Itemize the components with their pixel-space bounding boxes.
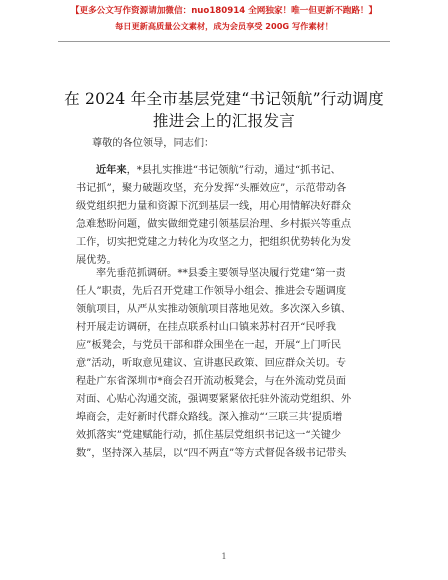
paragraph-line: 急难愁盼问题，做实做细党建引领基层治理、乡村振兴等重点 xyxy=(76,219,352,230)
paragraph-1 xyxy=(76,161,374,270)
paragraph-line: 级党组织把力量和资源下沉到基层一线，用心用情解决好群众 xyxy=(76,201,352,212)
promo-banner-line-1: 【更多公文写作资源请加微信：nuo180914 全网独家！唯一但更新不跑路！】 xyxy=(70,6,378,16)
paragraph-line: 埠商会，走好新时代群众路线。深入推动“‘三联三共’提质增 xyxy=(76,412,343,423)
paragraph-2 xyxy=(76,265,374,463)
paragraph-line: ，*县扎实推进“书记领航”行动，通过“抓书记、 xyxy=(126,165,341,176)
document-title xyxy=(40,88,408,132)
title-line: 在 2024 年全市基层党建“书记领航”行动调度 xyxy=(64,90,384,108)
paragraph-line: 率先垂范抓调研。**县委主要领导坚决履行党建“第一责 xyxy=(96,268,346,279)
paragraph-line: 数”，坚持深入基层，以“四不两直”等方式督促各级书记带头 xyxy=(76,448,347,459)
promo-banner-line-2: 每日更新高质量公文素材，成为会员享受 200G 写作素材！ xyxy=(115,21,333,31)
page-number: 1 xyxy=(221,552,227,561)
paragraph-line: 程赴广东省深圳市*商会召开流动板凳会，与在外流动党员面 xyxy=(76,376,346,387)
paragraph-line: 村开展走访调研，在挂点联系村山口镇来苏村召开“民呼我 xyxy=(76,322,336,333)
salutation: 尊敬的各位领导，同志们： xyxy=(92,138,215,149)
promo-banner xyxy=(0,5,448,32)
paragraph-line: 任人”职责，先后召开党建工作领导小组会、推进会专题调度 xyxy=(76,286,347,297)
paragraph-line: 工作，切实把党建之力转化为攻坚之力，把组织优势转化为发 xyxy=(76,237,352,248)
paragraph-line: 对面、心贴心沟通交流，强调要紧紧依托驻外流动党组织、外 xyxy=(76,394,352,405)
paragraph-line: 展优势。 xyxy=(76,255,117,266)
header-divider xyxy=(58,41,390,42)
paragraph-line: 效抓落实”党建赋能行动，抓住基层党组织书记这一“关键少 xyxy=(76,430,342,441)
paragraph-line: 应”板凳会，与党员干部和群众围坐在一起，开展“上门听民 xyxy=(76,340,342,351)
paragraph-line: 领航项目，从严从实推动领航项目落地见效。多次深入乡镇、 xyxy=(76,304,352,315)
paragraph-line: 书记抓”，聚力破题攻坚，充分发挥“头雁效应”，示范带动各 xyxy=(76,183,347,194)
title-line: 推进会上的汇报发言 xyxy=(152,112,296,130)
paragraph-lead: 近年来 xyxy=(96,164,127,176)
paragraph-line: 意”活动，听取意见建议、宣讲惠民政策、回应群众关切。专 xyxy=(76,358,347,369)
